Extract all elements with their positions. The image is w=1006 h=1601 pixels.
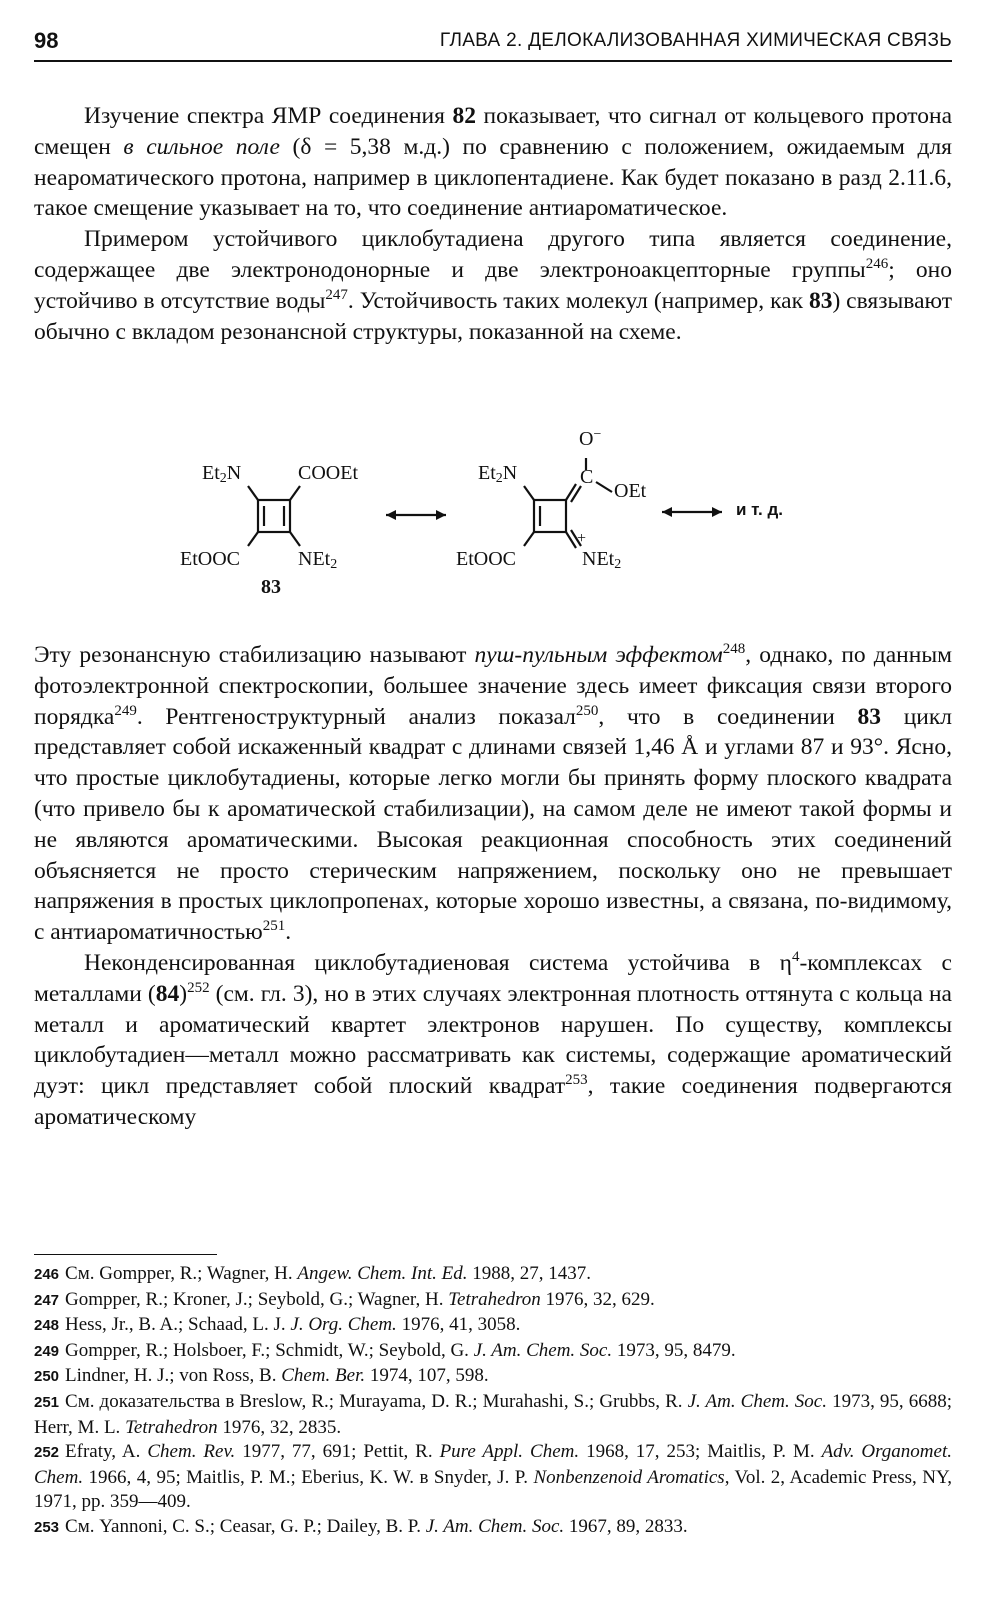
paragraph-stable-cyclobutadiene: Примером устойчивого циклобутадиена другого типа является соединение, содержащее две электронодонорные и две электроноакцепторные группы$^{246}$; оно устойчиво в отсутствие воды$^{247}$. Устойчивость таких молекул (например, как 83) связывают обычно с вкладом резонансной структуры, показанной на схеме.	[34, 226, 953, 345]
label-etooc-left: EtOOC	[180, 548, 240, 570]
label-c: C	[580, 466, 594, 488]
label-net2-right: NEt$_2$	[582, 548, 622, 572]
compound-number-83: 83	[261, 576, 281, 598]
footnote-249: 249 Gompper, R.; Holsboer, F.; Schmidt, W.; Seybold, G. J. Am. Chem. Soc. 1973, 95, 8479.	[34, 1339, 736, 1361]
scheme-bonds	[150, 420, 850, 620]
text-block-bottom	[34, 640, 952, 1133]
footnote-252: 252 Efraty, A. Chem. Rev. 1977, 77, 691; Pettit, R. Pure Appl. Chem. 1968, 17, 253; Maitlis, P. M. Adv. Organomet. Chem. 1966, 4, 95; Maitlis, P. M.; Eberius, K. W. в Snyder, J. P. Nonbenzenoid Aromatics, Vol. 2, Academic Press, NY, 1971, pp. 359—409.	[34, 1441, 952, 1513]
ring-83	[258, 500, 290, 532]
resonance-scheme	[150, 420, 850, 620]
footnote-250: 250 Lindner, H. J.; von Ross, B. Chem. Ber. 1974, 107, 598.	[34, 1365, 489, 1387]
label-et2n-right: $Et_2N$	[478, 462, 518, 486]
text-block-top	[34, 101, 952, 347]
running-head: ГЛАВА 2. ДЕЛОКАЛИЗОВАННАЯ ХИМИЧЕСКАЯ СВЯЗЬ	[439, 30, 952, 51]
footnote-248: 248 Hess, Jr., B. A.; Schaad, L. J. J. Org. Chem. 1976, 41, 3058.	[34, 1314, 521, 1336]
label-etc: и т. д.	[736, 500, 783, 519]
footnotes	[34, 1262, 952, 1541]
footnote-247: 247 Gompper, R.; Kroner, J.; Seybold, G.; Wagner, H. Tetrahedron 1976, 32, 629.	[34, 1288, 655, 1310]
label-net2-left: NEt$_2$	[298, 548, 338, 572]
paragraph-nmr: Изучение спектра ЯМР соединения 82 показывает, что сигнал от кольцевого протона смещен в сильное поле (δ = 5,38 м.д.) по сравнению с положением, ожидаемым для неароматического протона, например в циклопентадиене. Как будет показано в разд 2.11.6, такое смещение указывает на то, что соединение антиароматическое.	[34, 103, 952, 222]
page-header	[34, 26, 952, 62]
paragraph-push-pull: Эту резонансную стабилизацию называют пуш-пульным эффектом$^{248}$, однако, по данным фотоэлектронной спектроскопии, большее значение здесь имеет фиксация связи второго порядка$^{249}$. Рентгеноструктурный анализ показал$^{250}$, что в соединении 83 цикл представляет собой искаженный квадрат с длинами связей 1,46 Å и углами 87 и 93°. Ясно, что простые циклобутадиены, которые легко могли бы принять форму плоского квадрата (что привело бы к ароматической стабилизации), на самом деле не имеют такой формы и не являются ароматическими. Высокая реакционная способность этих соединений объясняется не просто стерическим напряжением, поскольку оно не превышает напряжения в простых циклопропенах, которые хорошо известны, а связана, по-видимому, с антиароматичностью$^{251}$.	[34, 641, 953, 946]
label-o-minus: O−	[579, 427, 602, 450]
label-plus-charge: +	[577, 530, 587, 547]
footnote-divider	[34, 1254, 217, 1255]
label-oet: OEt	[614, 480, 647, 502]
page-number: 98	[34, 28, 59, 53]
label-et2n-left: $Et_2N$	[202, 462, 242, 486]
footnote-253: 253 См. Yannoni, C. S.; Ceasar, G. P.; Dailey, B. P. J. Am. Chem. Soc. 1967, 89, 2833.	[34, 1515, 688, 1537]
paragraph-metal-complexes: Неконденсированная циклобутадиеновая система устойчива в $\eta^4$-комплексах с металлами $(84)^{252}$ (см. гл. 3), но в этих случаях электронная плотность оттянута с кольца на металл и ароматический квартет электронов нарушен. По существу, комплексы циклобутадиен—металл можно рассматривать как системы, содержащие ароматический дуэт: цикл представляет собой плоский квадрат$^{253}$, такие соединения подвергаются ароматическому	[34, 948, 952, 1130]
label-etooc-right: EtOOC	[456, 548, 516, 570]
ring-resonance	[534, 500, 566, 532]
footnote-246: 246 См. Gompper, R.; Wagner, H. Angew. Chem. Int. Ed. 1988, 27, 1437.	[34, 1263, 591, 1284]
label-cooet-left: COOEt	[298, 462, 358, 484]
footnote-251: 251 См. доказательства в Breslow, R.; Murayama, D. R.; Murahashi, S.; Grubbs, R. J. Am. Chem. Soc. 1973, 95, 6688; Herr, M. L. Tetrahedron 1976, 32, 2835.	[34, 1390, 953, 1438]
